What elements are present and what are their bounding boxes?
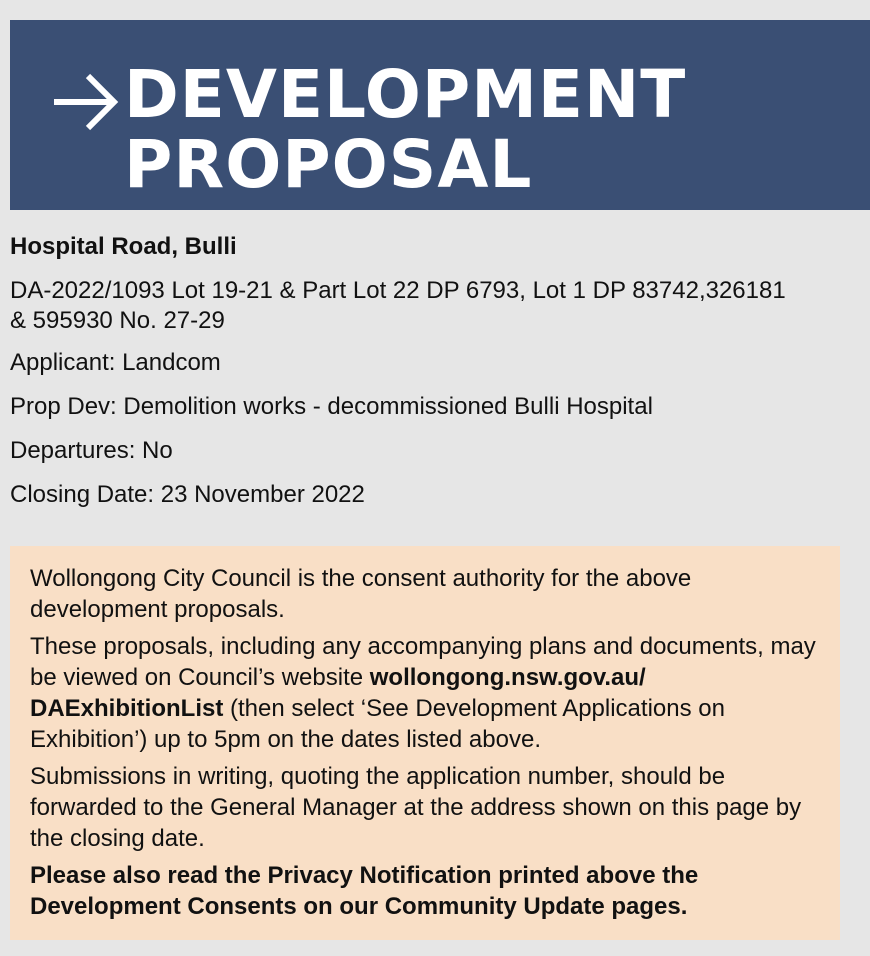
notice-paragraph-viewing <box>30 631 830 755</box>
notice-paragraph-authority: Wollongong City Council is the consent authority for the above development proposals. <box>30 565 692 623</box>
notice-paragraph-submissions: Submissions in writing, quoting the application number, should be forwarded to the General Manager at the address shown on this page by the closing date. <box>30 763 802 852</box>
proposal-details <box>10 232 850 524</box>
da-reference-line-1: DA-2022/1093 Lot 19-21 & Part Lot 22 DP 6793, Lot 1 DP 83742,326181 <box>10 277 786 304</box>
property-address: Hospital Road, Bulli <box>10 233 237 260</box>
arrow-right-icon <box>52 72 120 132</box>
departures: Departures: No <box>10 437 173 464</box>
page-title <box>124 56 687 203</box>
viewing-text-after: (then select ‘See Development Applications on Exhibition’) up to 5pm on the dates listed above. <box>30 695 725 753</box>
notice-paragraph-privacy: Please also read the Privacy Notification printed above the Development Consents on our Community Update pages. <box>30 862 699 920</box>
title-line-1: DEVELOPMENT <box>124 56 687 133</box>
closing-date: Closing Date: 23 November 2022 <box>10 481 365 508</box>
proposed-development: Prop Dev: Demolition works - decommissioned Bulli Hospital <box>10 393 653 420</box>
council-notice-box <box>10 546 840 940</box>
applicant: Applicant: Landcom <box>10 349 221 376</box>
viewing-text-before: These proposals, including any accompanying plans and documents, may be viewed on Council’s website <box>30 633 816 691</box>
title-line-2: PROPOSAL <box>124 126 533 203</box>
website-link[interactable]: wollongong.nsw.gov.au/ DAExhibitionList <box>30 664 646 722</box>
header-banner <box>10 20 870 210</box>
da-reference-line-2: & 595930 No. 27-29 <box>10 307 225 334</box>
